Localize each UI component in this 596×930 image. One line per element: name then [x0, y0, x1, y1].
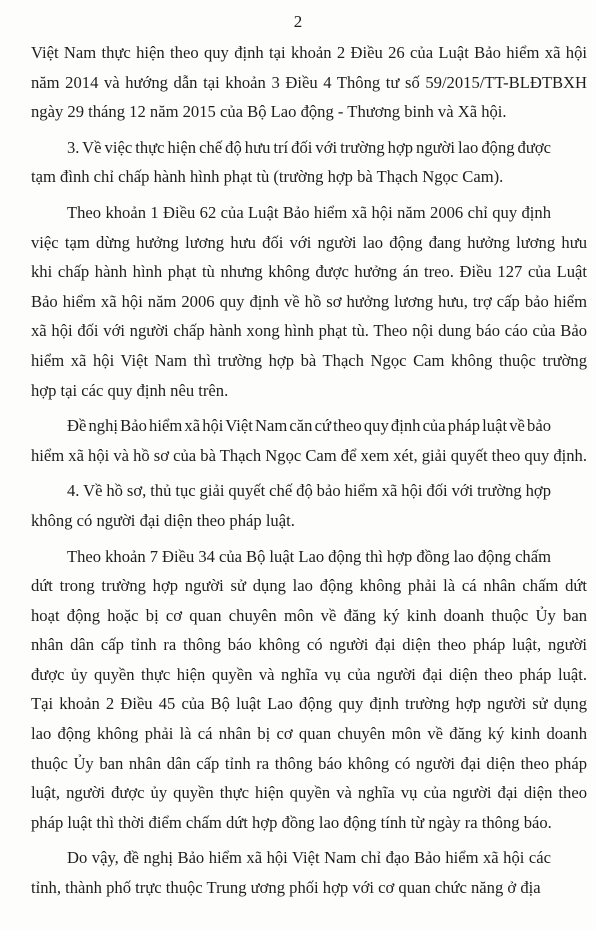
text-line: dứt trong trường hợp người sử dụng lao động không phải là cá nhân chấm dứt	[31, 576, 587, 596]
text-line: tỉnh, thành phố trực thuộc Trung ương phối hợp với cơ quan chức năng ở địa	[31, 878, 541, 898]
text-line: hiểm xã hội và hồ sơ của bà Thạch Ngọc Cam để xem xét, giải quyết theo quy định.	[31, 445, 587, 465]
document-body	[31, 38, 587, 903]
text-line: Tại khoản 2 Điều 45 của Bộ luật Lao động quy định trường hợp người sử dụng	[31, 694, 587, 714]
text-line: Theo khoản 7 Điều 34 của Bộ luật Lao động thì hợp đồng lao động chấm	[67, 546, 551, 566]
text-line: Việt Nam thực hiện theo quy định tại khoản 2 Điều 26 của Luật Bảo hiểm xã hội	[31, 43, 587, 62]
text-line: được ủy quyền thực hiện quyền và nghĩa vụ của người đại diện theo pháp luật.	[31, 664, 587, 684]
text-line: Đề nghị Bảo hiểm xã hội Việt Nam căn cứ theo quy định của pháp luật về bảo	[67, 416, 551, 436]
text-line: 4. Về hồ sơ, thủ tục giải quyết chế độ bảo hiểm xã hội đối với trường hợp	[67, 481, 551, 501]
text-line: pháp luật thì thời điểm chấm dứt hợp đồng lao động tính từ ngày ra thông báo.	[31, 812, 552, 832]
paragraph-section-4-heading	[31, 476, 587, 535]
text-line: tạm đình chỉ chấp hành hình phạt tù (trường hợp bà Thạch Ngọc Cam).	[31, 167, 504, 187]
paragraph-section-4-request	[31, 843, 587, 902]
paragraph-intro-continued	[31, 38, 587, 127]
text-line: Do vậy, đề nghị Bảo hiểm xã hội Việt Nam chỉ đạo Bảo hiểm xã hội các	[67, 848, 551, 868]
text-line: năm 2014 và hướng dẫn tại khoản 3 Điều 4 Thông tư số 59/2015/TT-BLĐTBXH	[31, 72, 587, 92]
text-line: khi chấp hành hình phạt tù nhưng không được hưởng án treo. Điều 127 của Luật	[31, 262, 587, 282]
text-line: việc tạm dừng hưởng lương hưu đối với người lao động đang hưởng lương hưu	[31, 232, 587, 252]
text-line: xã hội đối với người chấp hành xong hình phạt tù. Theo nội dung báo cáo của Bảo	[31, 321, 587, 341]
page-number: 2	[293, 12, 303, 31]
text-line: nhân dân cấp tỉnh ra thông báo không có người đại diện theo pháp luật, người	[31, 635, 587, 655]
paragraph-section-3-request	[31, 411, 587, 470]
text-line: 3. Về việc thực hiện chế độ hưu trí đối với trường hợp người lao động được	[67, 137, 551, 157]
text-line: hợp tại các quy định nêu trên.	[31, 380, 229, 400]
text-line: hiểm xã hội Việt Nam thì trường hợp bà Thạch Ngọc Cam không thuộc trường	[31, 350, 587, 370]
text-line: hoạt động hoặc bị cơ quan chuyên môn về đăng ký kinh doanh thuộc Ủy ban	[31, 605, 587, 625]
text-line: ngày 29 tháng 12 năm 2015 của Bộ Lao động - Thương binh và Xã hội.	[31, 102, 507, 122]
paragraph-section-3-body	[31, 198, 587, 405]
text-line: lao động không phải là cá nhân bị cơ quan chuyên môn về đăng ký kinh doanh	[31, 724, 587, 744]
text-line: không có người đại diện theo pháp luật.	[31, 510, 295, 530]
paragraph-section-4-body	[31, 542, 587, 838]
text-line: Theo khoản 1 Điều 62 của Luật Bảo hiểm xã hội năm 2006 chỉ quy định	[67, 202, 551, 222]
text-line: Bảo hiểm xã hội năm 2006 quy định về hồ sơ hưởng lương hưu, trợ cấp bảo hiểm	[31, 291, 587, 311]
paragraph-section-3-heading	[31, 133, 587, 192]
text-line: luật, người được ủy quyền thực hiện quyền và nghĩa vụ của người đại diện theo	[31, 783, 587, 803]
text-line: thuộc Ủy ban nhân dân cấp tỉnh ra thông báo không có người đại diện theo pháp	[31, 753, 587, 773]
